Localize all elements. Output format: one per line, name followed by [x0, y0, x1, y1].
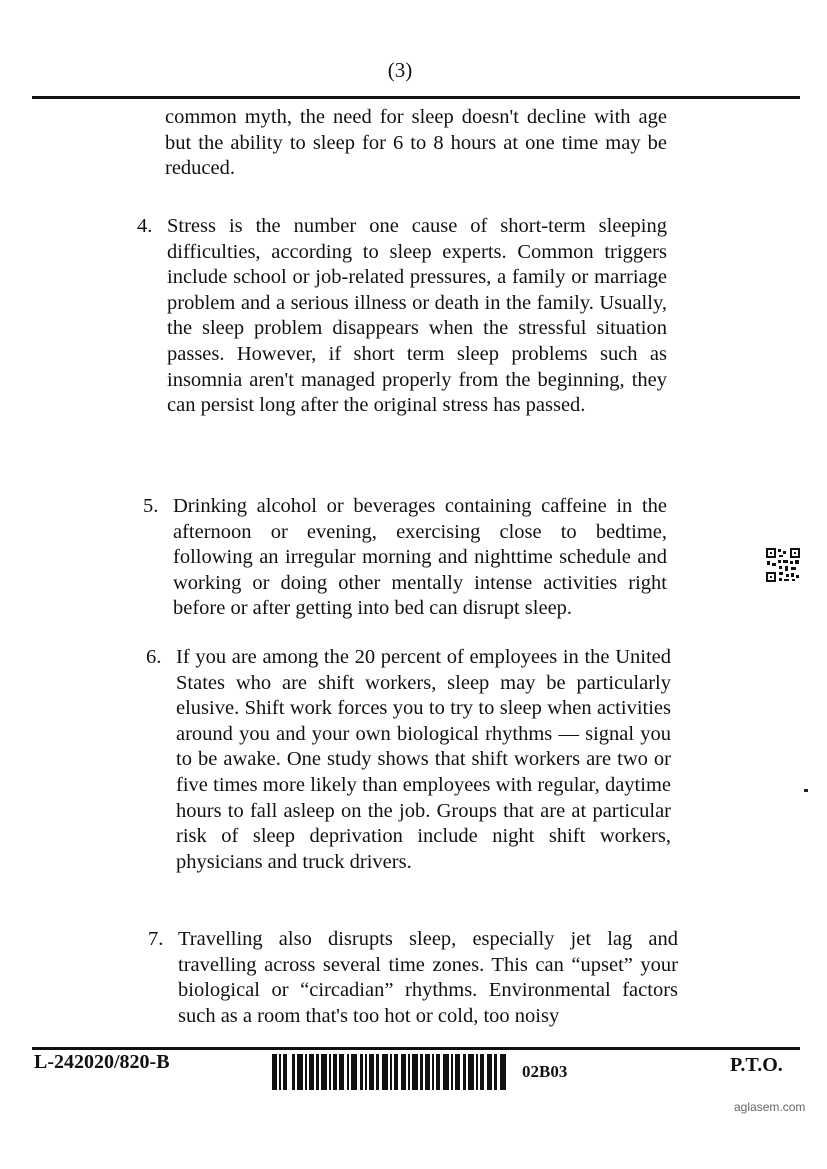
continuation-paragraph: common myth, the need for sleep doesn't decline with age but the ability to sleep for 6 to 8 hours at one time may be reduced.	[165, 106, 667, 180]
list-item-number: 5.	[143, 495, 159, 517]
watermark: aglasem.com	[734, 1100, 806, 1114]
list-item-text: Travelling also disrupts sleep, especially jet lag and travelling across several time zones. This can “upset” your biological or “circadian” rhythms. Environmental factors such as a room that's too hot or cold, too noisy	[178, 928, 678, 1027]
list-item-text: Stress is the number one cause of short-term sleeping difficulties, according to sleep experts. Common triggers include school or job-related pressures, a family or marriage problem and a serious illness or death in the family. Usually, the sleep problem disappears when the stressful situation passes. However, if short term sleep problems such as insomnia aren't managed properly from the beginning, they can persist long after the original stress has passed.	[167, 215, 667, 417]
qr-code-icon	[765, 547, 801, 583]
page-number: (3)	[387, 58, 413, 82]
top-divider	[32, 96, 800, 99]
list-item-7	[148, 927, 678, 1029]
paper-code: L-242020/820-B	[34, 1051, 170, 1073]
list-item-number: 7.	[148, 928, 164, 950]
barcode-label: 02B03	[522, 1062, 568, 1081]
barcode-icon	[272, 1054, 510, 1090]
list-item-5	[143, 494, 667, 622]
list-item-number: 6.	[146, 646, 162, 668]
list-item-text: Drinking alcohol or beverages containing caffeine in the afternoon or evening, exercising close to bedtime, following an irregular morning and nighttime schedule and working or doing other mentally intense activities right before or after getting into bed can disrupt sleep.	[173, 495, 667, 620]
list-item-4	[137, 214, 667, 419]
scan-mark	[804, 789, 808, 792]
list-item-number: 4.	[137, 215, 153, 237]
list-item-text: If you are among the 20 percent of employees in the United States who are shift workers, sleep may be particularly elusive. Shift work forces you to try to sleep when activities around you and your own biological rhythms — signal you to be awake. One study shows that shift workers are two or five times more likely than employees with regular, daytime hours to fall asleep on the job. Groups that are at particular risk of sleep deprivation include night shift workers, physicians and truck drivers.	[176, 646, 671, 873]
pto-label: P.T.O.	[730, 1054, 783, 1076]
list-item-6	[146, 645, 671, 875]
bottom-divider	[32, 1047, 800, 1050]
